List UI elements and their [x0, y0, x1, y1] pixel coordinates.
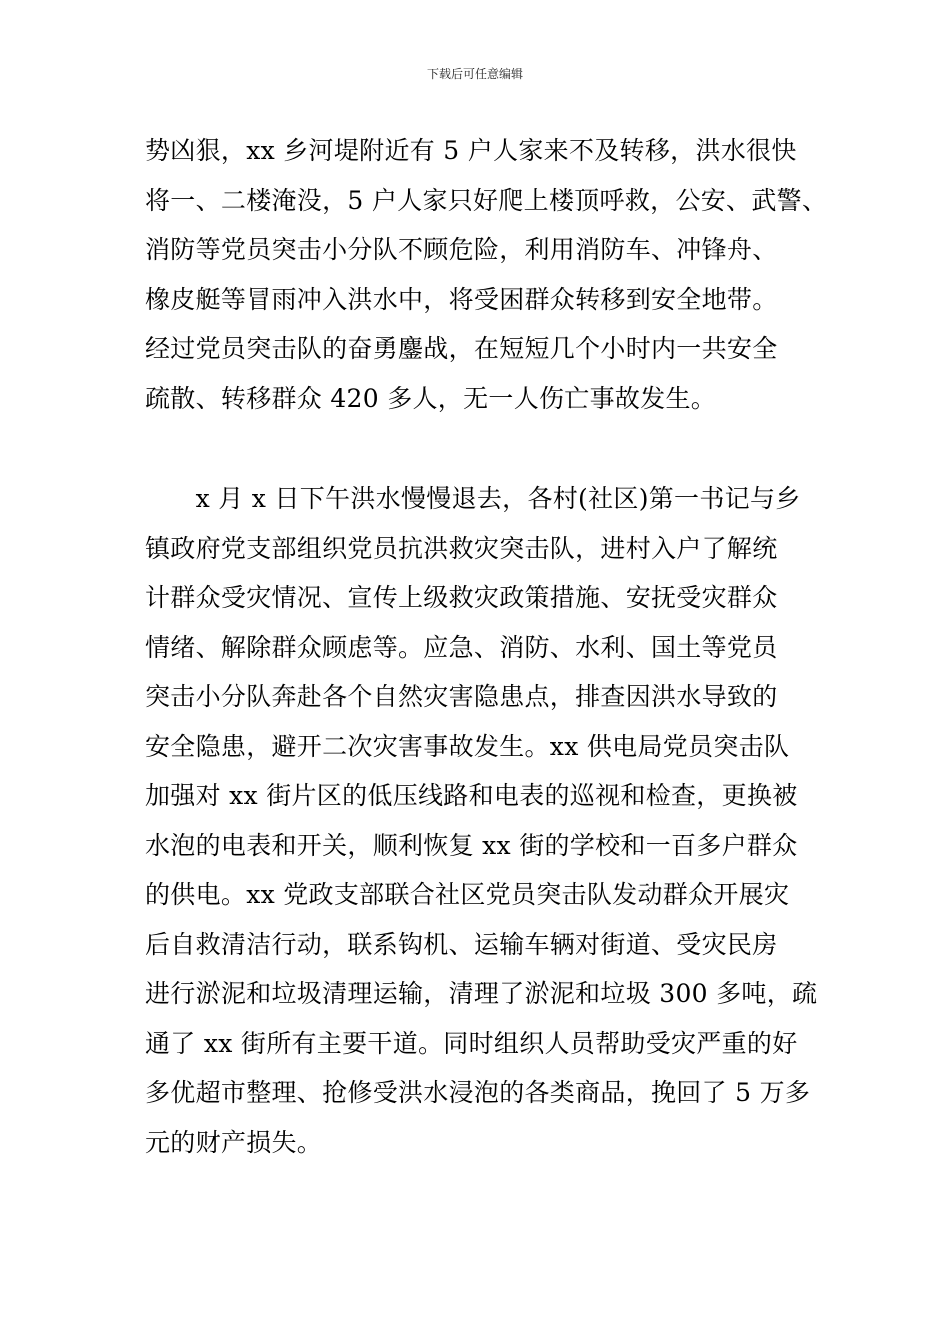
paragraph-line: 通了 xx 街所有主要干道。同时组织人员帮助受灾严重的好	[145, 1028, 798, 1058]
paragraph-line: 消防等党员突击小分队不顾危险，利用消防车、冲锋舟、	[145, 235, 778, 264]
paragraph-line: x 月 x 日下午洪水慢慢退去，各村(社区)第一书记与乡	[145, 484, 801, 513]
paragraph-line: 经过党员突击队的奋勇鏖战，在短短几个小时内一共安全	[145, 334, 778, 363]
paragraph-line: 加强对 xx 街片区的低压线路和电表的巡视和检查，更换被	[145, 781, 798, 810]
paragraph-line: 元的财产损失。	[145, 1127, 323, 1157]
paragraph-2	[145, 474, 835, 1167]
paragraph-line: 安全隐患，避开二次灾害事故发生。xx 供电局党员突击队	[145, 731, 790, 761]
paragraph-line: 进行淤泥和垃圾清理运输，清理了淤泥和垃圾 300 多吨，疏	[145, 979, 818, 1008]
paragraph-line: 势凶狠，xx 乡河堤附近有 5 户人家来不及转移，洪水很快	[145, 136, 797, 165]
paragraph-line: 水泡的电表和开关，顺利恢复 xx 街的学校和一百多户群众	[145, 830, 798, 860]
paragraph-line: 多优超市整理、抢修受洪水浸泡的各类商品，挽回了 5 万多	[145, 1078, 811, 1107]
paragraph-line: 计群众受灾情况、宣传上级救灾政策措施、安抚受灾群众	[145, 583, 778, 612]
paragraph-line: 后自救清洁行动，联系钩机、运输车辆对街道、受灾民房	[145, 929, 778, 959]
paragraph-line: 突击小分队奔赴各个自然灾害隐患点，排查因洪水导致的	[145, 682, 778, 711]
paragraph-line: 的供电。xx 党政支部联合社区党员突击队发动群众开展灾	[145, 880, 790, 909]
paragraph-1	[145, 126, 835, 423]
paragraph-line: 疏散、转移群众 420 多人，无一人伤亡事故发生。	[145, 383, 717, 413]
paragraph-line: 情绪、解除群众顾虑等。应急、消防、水利、国土等党员	[145, 632, 778, 662]
paragraph-line: 将一、二楼淹没，5 户人家只好爬上楼顶呼救，公安、武警、	[145, 185, 828, 215]
paragraph-line: 镇政府党支部组织党员抗洪救灾突击队，进村入户了解统	[145, 533, 778, 563]
page-header: 下载后可任意编辑	[426, 67, 523, 81]
paragraph-line: 橡皮艇等冒雨冲入洪水中，将受困群众转移到安全地带。	[145, 284, 778, 314]
